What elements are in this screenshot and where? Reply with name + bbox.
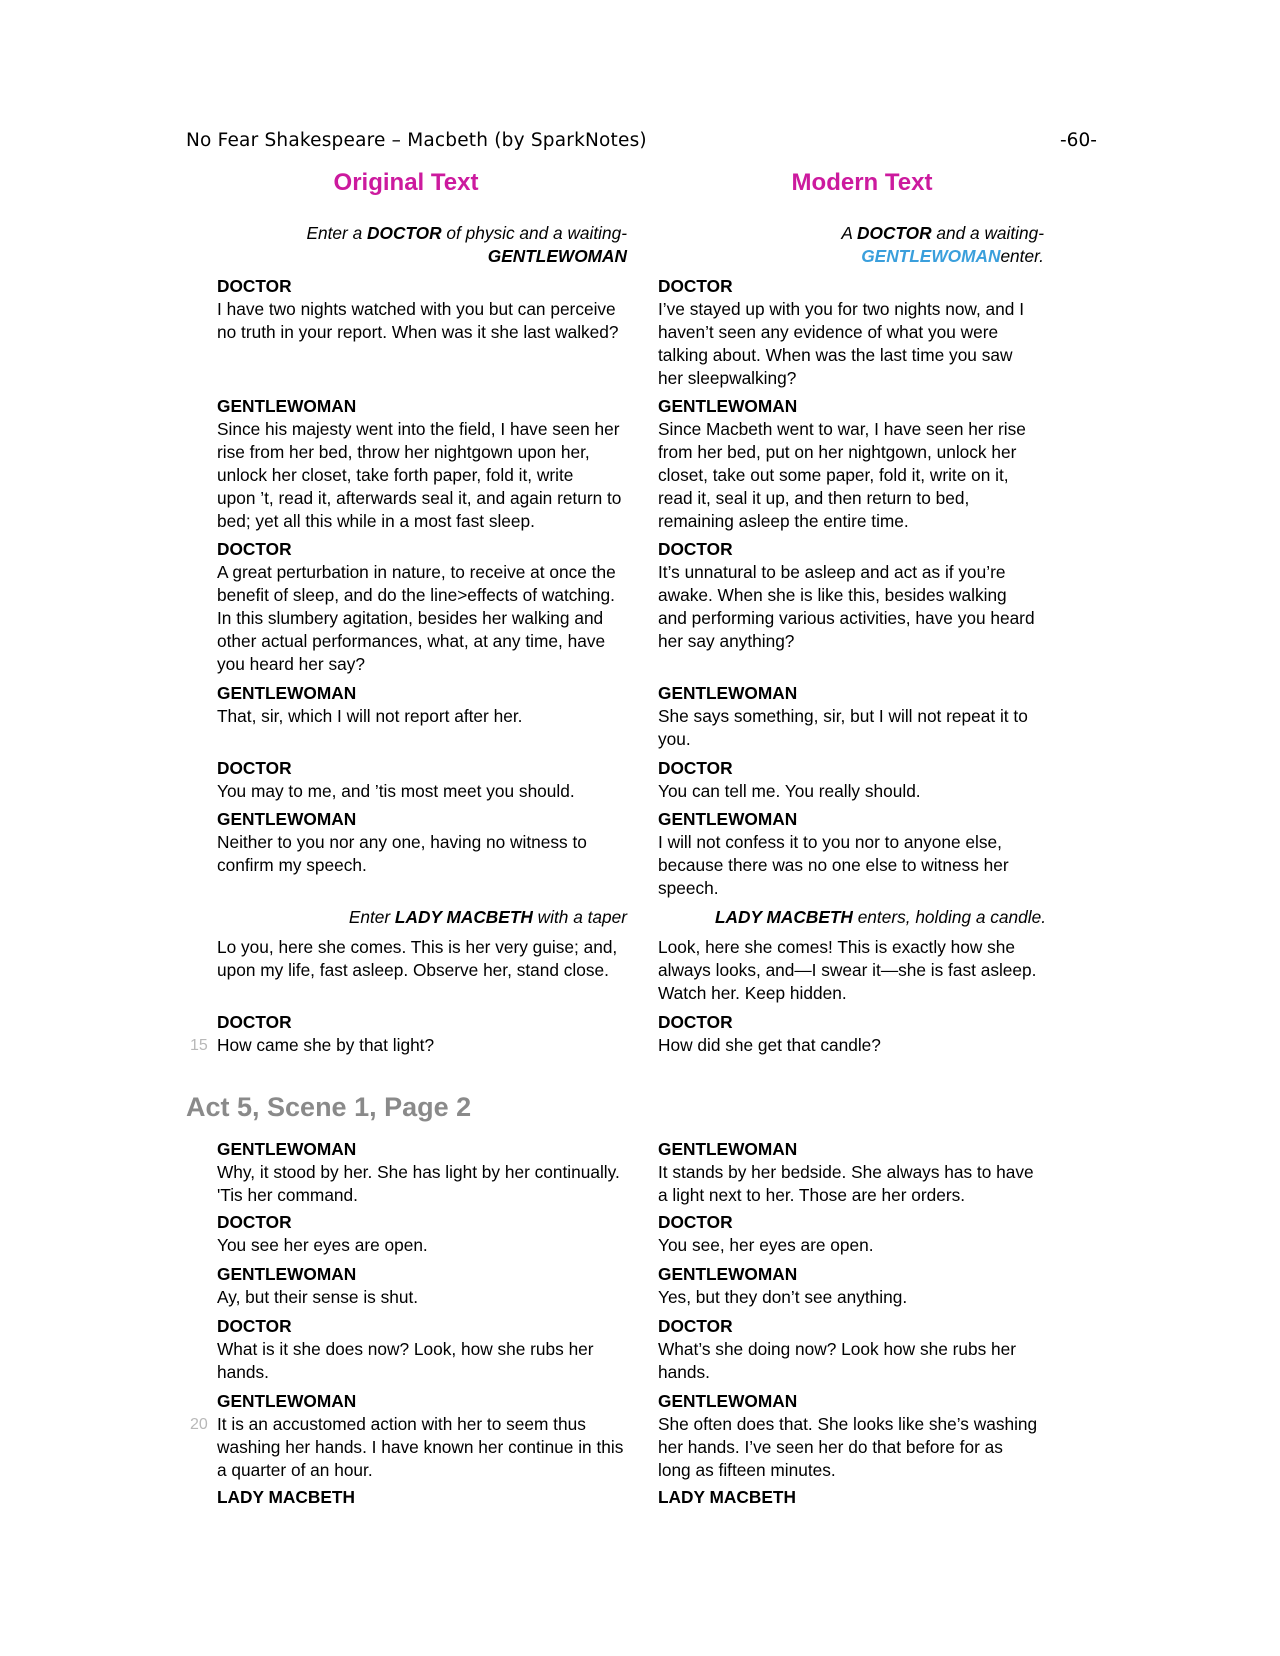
original-speech: [217, 936, 627, 982]
speech-line: Look, here she comes! This is exactly how she: [658, 937, 1015, 957]
modern-speech: [658, 1211, 1068, 1257]
speech-line: because there was no one else to witness her: [658, 855, 1009, 875]
speech-line: A great perturbation in nature, to receive at once the: [217, 562, 616, 582]
speech-line: her sleepwalking?: [658, 368, 797, 388]
speech-line: She often does that. She looks like she’s washing: [658, 1414, 1038, 1434]
stage-text: enters, holding a candle.: [852, 907, 1046, 927]
stage-character: DOCTOR: [857, 223, 932, 243]
speech-line: a light next to her. Those are her orders.: [658, 1185, 966, 1205]
modern-speech: [658, 275, 1068, 390]
speech-line: hands.: [217, 1362, 269, 1382]
original-speech: [217, 1138, 627, 1207]
speaker-name: GENTLEWOMAN: [217, 1391, 357, 1411]
speech-line: you.: [658, 729, 691, 749]
speech-line: I will not confess it to you nor to anyone else,: [658, 832, 1002, 852]
speaker-name: LADY MACBETH: [658, 1487, 796, 1507]
speaker-name: DOCTOR: [658, 758, 733, 778]
speech-line: upon my life, fast asleep. Observe her, stand close.: [217, 960, 609, 980]
speaker-name: DOCTOR: [217, 539, 292, 559]
speaker-name: DOCTOR: [658, 539, 733, 559]
speaker-name: GENTLEWOMAN: [658, 1264, 798, 1284]
speech-line: speech.: [658, 878, 719, 898]
speech-line: You see her eyes are open.: [217, 1235, 428, 1255]
section-heading: Act 5, Scene 1, Page 2: [186, 1092, 472, 1122]
stage-direction-modern: [658, 906, 1046, 929]
stage-text: Enter a: [306, 223, 368, 243]
speaker-name: GENTLEWOMAN: [658, 1139, 798, 1159]
modern-speech: [658, 1486, 1068, 1509]
line-number: 15: [190, 1037, 208, 1054]
original-speech: [217, 1390, 627, 1482]
original-speech: [217, 275, 627, 344]
speech-line: rise from her bed, throw her nightgown upon her,: [217, 442, 590, 462]
speech-line: long as fifteen minutes.: [658, 1460, 836, 1480]
modern-speech: [658, 538, 1068, 653]
speech-line: She says something, sir, but I will not repeat it to: [658, 706, 1028, 726]
speech-line: Why, it stood by her. She has light by her continually.: [217, 1162, 620, 1182]
original-speech: [217, 395, 627, 533]
speaker-name: GENTLEWOMAN: [658, 683, 798, 703]
modern-speech: [658, 757, 1068, 803]
stage-text: enter.: [1000, 246, 1044, 266]
modern-speech: [658, 1315, 1068, 1384]
stage-direction-original: [207, 906, 627, 929]
modern-speech: [658, 682, 1068, 751]
speech-line: a quarter of an hour.: [217, 1460, 373, 1480]
speaker-name: DOCTOR: [658, 1316, 733, 1336]
speech-line: You may to me, and ’tis most meet you should.: [217, 781, 575, 801]
line-number: 20: [190, 1416, 208, 1433]
speaker-name: GENTLEWOMAN: [658, 1391, 798, 1411]
speech-line: Ay, but their sense is shut.: [217, 1287, 419, 1307]
speech-line: unlock her closet, take forth paper, fold it, write: [217, 465, 574, 485]
speaker-name: GENTLEWOMAN: [217, 683, 357, 703]
original-speech: [217, 1486, 627, 1509]
modern-speech: [658, 1263, 1068, 1309]
original-text-heading: Original Text: [333, 169, 479, 196]
modern-speech: [658, 808, 1068, 900]
speech-line: I’ve stayed up with you for two nights now, and I: [658, 299, 1024, 319]
speech-line: haven’t seen any evidence of what you were: [658, 322, 999, 342]
speech-line: You can tell me. You really should.: [658, 781, 921, 801]
page-number: -60-: [1060, 130, 1097, 151]
speaker-name: DOCTOR: [217, 1012, 292, 1032]
stage-text: and a waiting-: [931, 223, 1044, 243]
speech-line: Yes, but they don’t see anything.: [658, 1287, 908, 1307]
speech-line: It’s unnatural to be asleep and act as if you’re: [658, 562, 1006, 582]
speech-line: 'Tis her command.: [217, 1185, 358, 1205]
stage-character: DOCTOR: [367, 223, 442, 243]
stage-text: with a taper: [532, 907, 627, 927]
speaker-name: GENTLEWOMAN: [658, 809, 798, 829]
stage-character: GENTLEWOMAN: [487, 246, 627, 266]
speech-line: What’s she doing now? Look how she rubs her: [658, 1339, 1017, 1359]
speech-line: How did she get that candle?: [658, 1035, 881, 1055]
speech-line: It is an accustomed action with her to seem thus: [217, 1414, 586, 1434]
speaker-name: GENTLEWOMAN: [217, 809, 357, 829]
speech-line: you heard her say?: [217, 654, 365, 674]
speech-line: I have two nights watched with you but can perceive: [217, 299, 616, 319]
speech-line: talking about. When was the last time you saw: [658, 345, 1013, 365]
speech-line: It stands by her bedside. She always has to have: [658, 1162, 1034, 1182]
speech-line: always looks, and—I swear it—she is fast asleep.: [658, 960, 1037, 980]
speaker-name: GENTLEWOMAN: [217, 1264, 357, 1284]
speech-line: read it, seal it up, and then return to bed,: [658, 488, 970, 508]
speech-line: You see, her eyes are open.: [658, 1235, 874, 1255]
speech-line: What is it she does now? Look, how she rubs her: [217, 1339, 594, 1359]
speaker-name: LADY MACBETH: [217, 1487, 355, 1507]
speaker-name: DOCTOR: [658, 1012, 733, 1032]
speech-line: her hands. I’ve seen her do that before for as: [658, 1437, 1003, 1457]
speech-line: Neither to you nor any one, having no witness to: [217, 832, 587, 852]
modern-speech: [658, 1138, 1068, 1207]
speech-line: How came she by that light?: [217, 1035, 435, 1055]
speaker-name: GENTLEWOMAN: [217, 1139, 357, 1159]
speech-line: awake. When she is like this, besides walking: [658, 585, 1007, 605]
original-speech: [217, 682, 627, 728]
speech-line: That, sir, which I will not report after her.: [217, 706, 523, 726]
modern-speech: [658, 1011, 1068, 1057]
stage-character: LADY MACBETH: [714, 907, 853, 927]
original-speech: [217, 808, 627, 877]
original-speech: [217, 1211, 627, 1257]
stage-direction-original: [207, 222, 627, 268]
speech-line: upon ’t, read it, afterwards seal it, and again return to: [217, 488, 622, 508]
speaker-name: GENTLEWOMAN: [217, 396, 357, 416]
speech-line: benefit of sleep, and do the line>effects of watching.: [217, 585, 615, 605]
speech-line: closet, take out some paper, fold it, write on it,: [658, 465, 1009, 485]
original-speech: [217, 757, 627, 803]
stage-text: of physic and a waiting-: [441, 223, 627, 243]
original-speech: [217, 1263, 627, 1309]
speech-line: hands.: [658, 1362, 710, 1382]
speaker-name: GENTLEWOMAN: [658, 396, 798, 416]
stage-character-highlighted: GENTLEWOMAN: [861, 246, 1001, 266]
stage-direction-modern: [658, 222, 1044, 268]
speaker-name: DOCTOR: [217, 1316, 292, 1336]
modern-speech: [658, 1390, 1068, 1482]
original-speech: [217, 1011, 627, 1057]
speech-line: washing her hands. I have known her continue in this: [217, 1437, 624, 1457]
speech-line: remaining asleep the entire time.: [658, 511, 909, 531]
speaker-name: DOCTOR: [658, 276, 733, 296]
speech-line: confirm my speech.: [217, 855, 367, 875]
speech-line: from her bed, put on her nightgown, unlock her: [658, 442, 1017, 462]
speaker-name: DOCTOR: [217, 1212, 292, 1232]
speech-line: Since his majesty went into the field, I have seen her: [217, 419, 620, 439]
stage-text: Enter: [348, 907, 395, 927]
speech-line: Since Macbeth went to war, I have seen her rise: [658, 419, 1026, 439]
original-speech: [217, 538, 627, 676]
stage-character: LADY MACBETH: [394, 907, 533, 927]
stage-text: A: [841, 223, 858, 243]
speech-line: bed; yet all this while in a most fast sleep.: [217, 511, 535, 531]
modern-speech: [658, 395, 1068, 533]
speaker-name: DOCTOR: [658, 1212, 733, 1232]
speaker-name: DOCTOR: [217, 276, 292, 296]
modern-speech: [658, 936, 1068, 1005]
speech-line: Watch her. Keep hidden.: [658, 983, 847, 1003]
speech-line: her say anything?: [658, 631, 795, 651]
header-title: No Fear Shakespeare – Macbeth (by SparkNotes): [186, 130, 647, 151]
speech-line: In this slumbery agitation, besides her walking and: [217, 608, 604, 628]
speech-line: no truth in your report. When was it she last walked?: [217, 322, 619, 342]
speaker-name: DOCTOR: [217, 758, 292, 778]
speech-line: Lo you, here she comes. This is her very guise; and,: [217, 937, 618, 957]
modern-text-heading: Modern Text: [791, 169, 933, 196]
speech-line: other actual performances, what, at any time, have: [217, 631, 606, 651]
speech-line: and performing various activities, have you heard: [658, 608, 1035, 628]
original-speech: [217, 1315, 627, 1384]
